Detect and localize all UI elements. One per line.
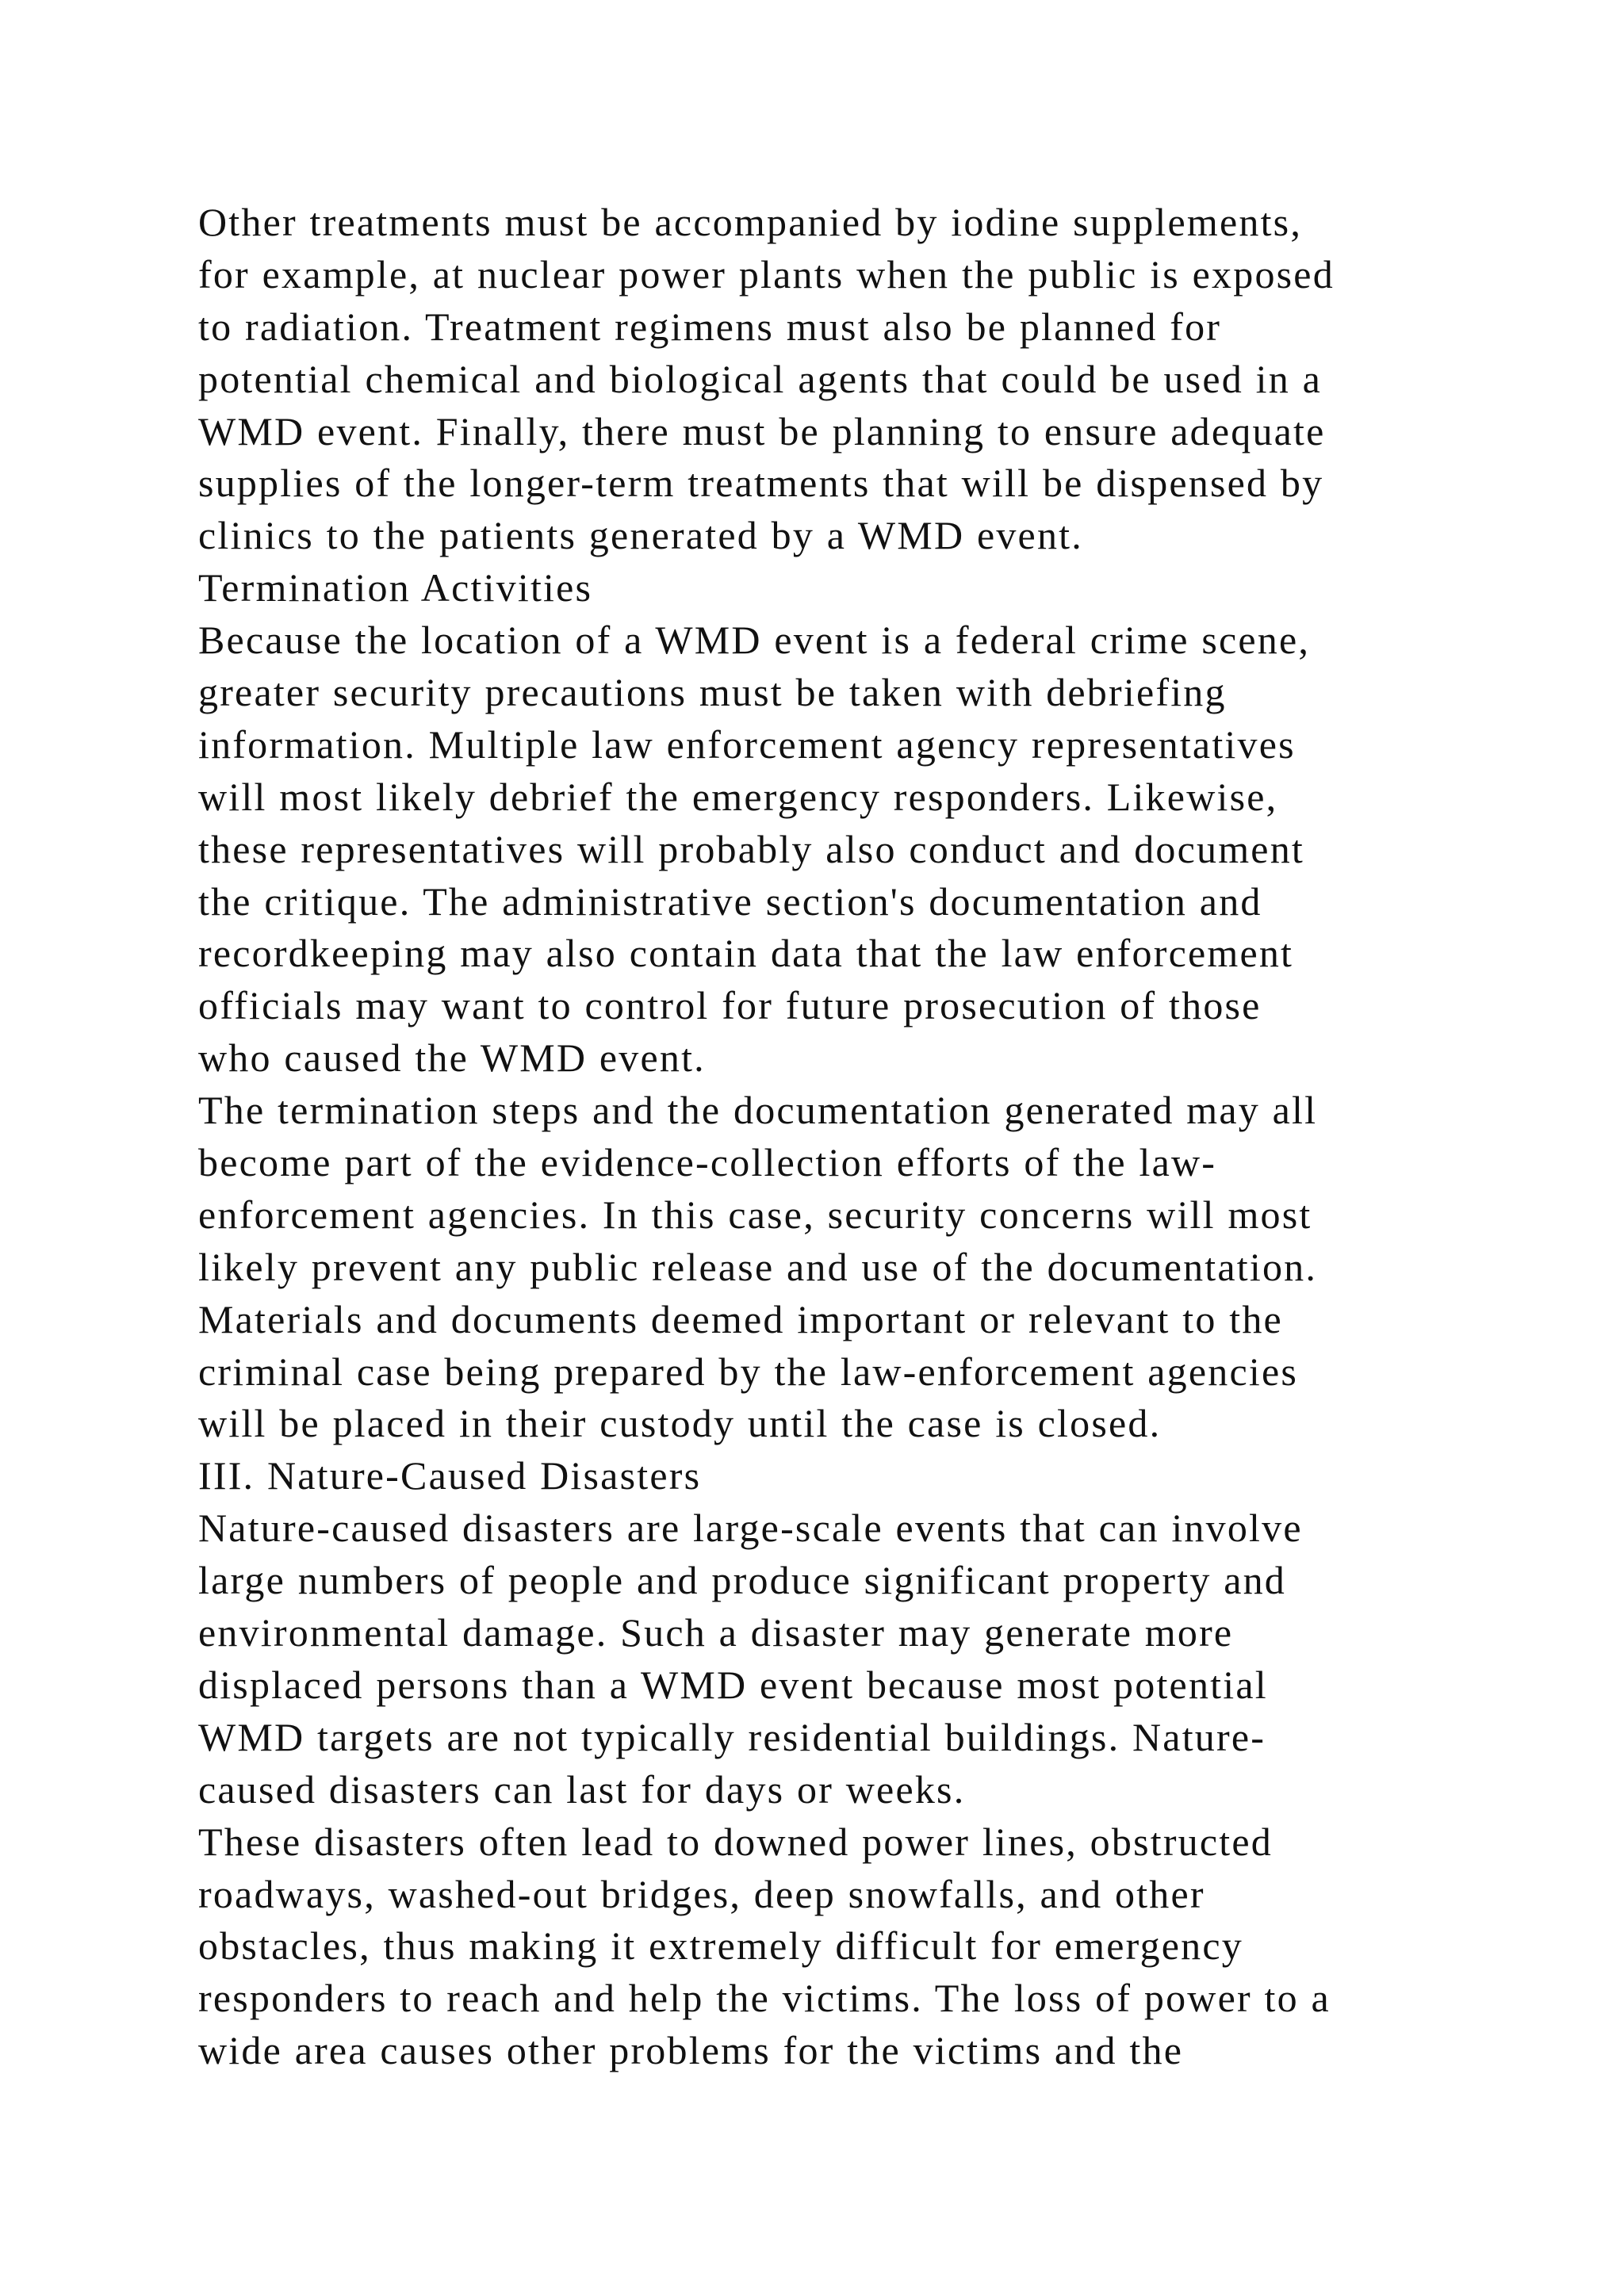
text-line: wide area causes other problems for the victims and the	[198, 2028, 1184, 2073]
text-line: clinics to the patients generated by a WMD event.	[198, 513, 1083, 558]
text-line: The termination steps and the documentation generated may all	[198, 1088, 1318, 1133]
text-line: WMD targets are not typically residential buildings. Nature-	[198, 1714, 1266, 1759]
text-line: greater security precautions must be taken with debriefing	[198, 670, 1227, 715]
text-line: caused disasters can last for days or weeks.	[198, 1766, 966, 1812]
section-heading-termination-activities: Termination Activities	[198, 565, 593, 610]
text-line: Other treatments must be accompanied by iodine supplements,	[198, 200, 1303, 244]
text-line: displaced persons than a WMD event because most potential	[198, 1662, 1268, 1707]
text-line: WMD event. Finally, there must be planning to ensure adequate	[198, 408, 1326, 453]
text-line: will most likely debrief the emergency responders. Likewise,	[198, 774, 1278, 819]
text-line: obstacles, thus making it extremely difficult for emergency	[198, 1923, 1243, 1969]
text-line: Because the location of a WMD event is a federal crime scene,	[198, 618, 1311, 663]
text-line: for example, at nuclear power plants when the public is exposed	[198, 251, 1335, 297]
section-heading-nature-caused-disasters: III. Nature-Caused Disasters	[198, 1453, 702, 1498]
text-line: These disasters often lead to downed power lines, obstructed	[198, 1819, 1273, 1864]
text-line: large numbers of people and produce significant property and	[198, 1558, 1287, 1603]
text-line: these representatives will probably also conduct and document	[198, 826, 1304, 871]
text-line: likely prevent any public release and use of the documentation.	[198, 1244, 1318, 1289]
document-body-text	[198, 197, 1546, 2077]
text-line: environmental damage. Such a disaster may generate more	[198, 1610, 1234, 1655]
text-line: information. Multiple law enforcement agency representatives	[198, 721, 1296, 767]
text-line: officials may want to control for future prosecution of those	[198, 983, 1262, 1028]
text-line: responders to reach and help the victims. The loss of power to a	[198, 1976, 1331, 2021]
text-line: supplies of the longer-term treatments that will be dispensed by	[198, 461, 1324, 506]
text-line: criminal case being prepared by the law-enforcement agencies	[198, 1349, 1298, 1394]
text-line: enforcement agencies. In this case, security concerns will most	[198, 1192, 1312, 1237]
text-line: Materials and documents deemed important or relevant to the	[198, 1296, 1283, 1341]
text-line: become part of the evidence-collection efforts of the law-	[198, 1140, 1217, 1185]
text-line: Nature-caused disasters are large-scale events that can involve	[198, 1506, 1303, 1551]
text-line: who caused the WMD event.	[198, 1035, 706, 1081]
text-line: potential chemical and biological agents that could be used in a	[198, 356, 1323, 401]
text-line: roadways, washed-out bridges, deep snowfalls, and other	[198, 1871, 1205, 1916]
text-line: the critique. The administrative section's documentation and	[198, 878, 1262, 924]
text-line: to radiation. Treatment regimens must also be planned for	[198, 304, 1222, 349]
text-line: will be placed in their custody until the case is closed.	[198, 1401, 1162, 1446]
text-line: recordkeeping may also contain data that the law enforcement	[198, 931, 1294, 976]
